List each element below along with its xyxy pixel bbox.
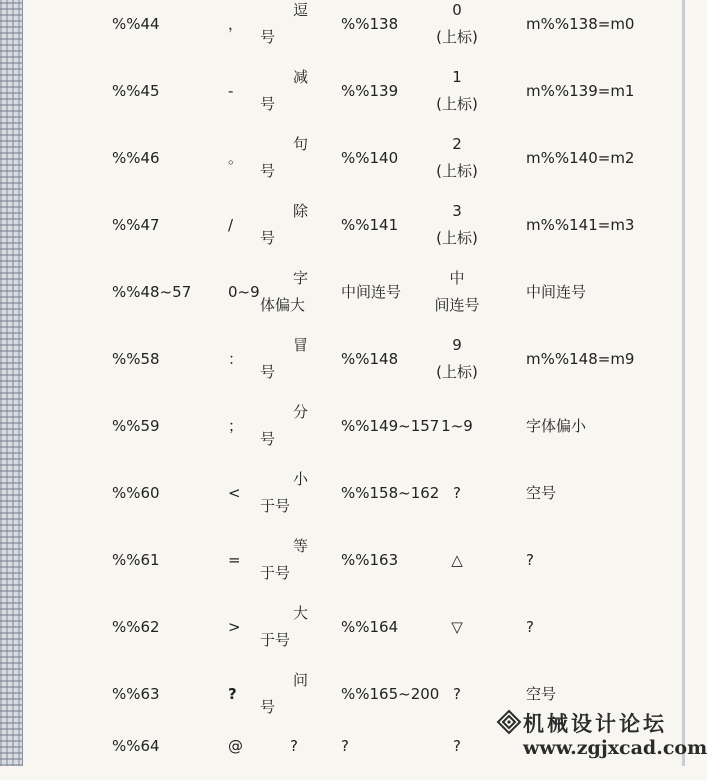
symbol2-cell [432, 131, 482, 185]
symbol2-cell [432, 480, 482, 507]
code-cell: %%45 [112, 82, 160, 100]
symbol2-line1: 2 [452, 135, 462, 153]
code2-cell: %%148 [341, 350, 399, 368]
note-cell: 中间连号 [526, 283, 587, 301]
symbol2-line1: 3 [452, 202, 462, 220]
triangle-up-symbol: △ [451, 551, 463, 569]
symbol-cell: 。 [228, 149, 244, 167]
symbol2-cell [432, 681, 482, 708]
description-line1: 句 [292, 135, 308, 153]
description-cell [260, 198, 308, 252]
symbol2-line1: ? [453, 685, 461, 703]
code2-cell: 中间连号 [341, 283, 402, 301]
symbol-code-table [22, 0, 682, 766]
description-line1: 冒 [292, 336, 308, 354]
code2-cell: %%139 [341, 82, 399, 100]
code2-cell: %%138 [341, 15, 399, 33]
description-cell [260, 533, 308, 587]
code-cell: %%58 [112, 350, 160, 368]
description-line1: 分 [292, 403, 308, 421]
note-cell: ? [526, 618, 534, 636]
symbol-cell: ； [228, 417, 244, 435]
symbol-cell: 0~9 [228, 283, 260, 301]
note-cell: m%%141=m3 [526, 216, 635, 234]
code2-cell: %%149~157 [341, 417, 440, 435]
description-line1: 等 [292, 537, 308, 555]
symbol2-line2: (上标) [436, 363, 478, 381]
symbol2-line2: (上标) [436, 28, 478, 46]
table-row [22, 594, 682, 661]
symbol2-line2: (上标) [436, 95, 478, 113]
symbol2-cell [432, 614, 482, 641]
description-line2: 体偏大 [260, 296, 306, 314]
symbol2-line2: (上标) [436, 162, 478, 180]
symbol2-cell [432, 413, 482, 440]
triangle-down-symbol: ▽ [451, 618, 463, 636]
code-cell: %%44 [112, 15, 160, 33]
description-line2: 号 [260, 430, 276, 448]
decorative-border-left [0, 0, 23, 766]
note-cell: m%%140=m2 [526, 149, 635, 167]
note-cell: 字体偏小 [526, 417, 587, 435]
description-line2: 于号 [260, 564, 291, 582]
symbol2-line1: ? [453, 737, 461, 755]
code2-cell: %%158~162 [341, 484, 440, 502]
symbol2-cell [432, 0, 482, 51]
symbol-cell: @ [228, 737, 243, 755]
symbol2-cell [432, 332, 482, 386]
symbol2-line2: (上标) [436, 229, 478, 247]
code2-cell: %%140 [341, 149, 399, 167]
description-cell [260, 265, 308, 319]
table-row [22, 125, 682, 192]
code-cell: %%63 [112, 685, 160, 703]
symbol2-cell [432, 265, 482, 319]
symbol2-line1: 中 [449, 269, 465, 287]
table-row [22, 259, 682, 326]
table-row [22, 460, 682, 527]
symbol2-cell [432, 733, 482, 760]
table-row [22, 192, 682, 259]
symbol2-cell [432, 547, 482, 574]
code-cell: %%61 [112, 551, 160, 569]
description-cell [260, 332, 308, 386]
diamond-logo-icon [497, 710, 521, 734]
code2-cell: %%163 [341, 551, 399, 569]
symbol2-line1: 0 [452, 1, 462, 19]
description-line1: 除 [292, 202, 308, 220]
description-line2: 号 [260, 363, 276, 381]
forum-watermark [495, 706, 707, 766]
description-line1: 减 [292, 68, 308, 86]
code-cell: %%60 [112, 484, 160, 502]
table-row [22, 326, 682, 393]
table-row [22, 58, 682, 125]
table-row [22, 393, 682, 460]
description-cell [260, 600, 308, 654]
note-cell: 空号 [526, 484, 557, 502]
symbol-cell: ： [228, 350, 244, 368]
description-cell [260, 399, 308, 453]
symbol-cell: ， [228, 15, 244, 33]
symbol-cell: - [228, 82, 234, 100]
code-cell: %%62 [112, 618, 160, 636]
symbol-cell: < [228, 484, 241, 502]
description-cell [260, 64, 308, 118]
description-cell [260, 0, 308, 51]
table-row [22, 0, 682, 58]
watermark-url: www.zgjxcad.com [523, 737, 707, 759]
description-cell [260, 466, 308, 520]
description-line2: 号 [260, 229, 276, 247]
code2-cell: %%164 [341, 618, 399, 636]
note-cell: 空号 [526, 685, 557, 703]
symbol-cell: = [228, 551, 241, 569]
watermark-forum-name: 机械设计论坛 [523, 711, 667, 736]
symbol2-cell [432, 64, 482, 118]
table-row [22, 527, 682, 594]
description-line1: 小 [292, 470, 308, 488]
note-cell: m%%138=m0 [526, 15, 635, 33]
description-cell [260, 131, 308, 185]
symbol2-line1: 9 [452, 336, 462, 354]
symbol2-line1: 1~9 [441, 417, 473, 435]
code-cell: %%47 [112, 216, 160, 234]
description-line2: 号 [260, 698, 276, 716]
description-line2: 于号 [260, 631, 291, 649]
code2-cell: %%165~200 [341, 685, 440, 703]
description-line1: 字 [292, 269, 308, 287]
symbol-cell: ? [228, 685, 237, 703]
symbol-cell: > [228, 618, 241, 636]
description-line1: 逗 [292, 1, 308, 19]
note-cell: ? [526, 551, 534, 569]
note-cell: m%%139=m1 [526, 82, 635, 100]
symbol2-cell [432, 198, 482, 252]
symbol-cell: / [228, 216, 234, 234]
code-cell: %%46 [112, 149, 160, 167]
description-line1: 问 [292, 671, 308, 689]
description-line1: 大 [292, 604, 308, 622]
code2-cell: ? [341, 737, 349, 755]
description-line2: 号 [260, 28, 276, 46]
symbol2-line2: 间连号 [434, 296, 480, 314]
decorative-border-right [682, 0, 685, 766]
code-cell: %%48~57 [112, 283, 192, 301]
symbol2-line1: ? [453, 484, 461, 502]
code-cell: %%64 [112, 737, 160, 755]
symbol2-line1: 1 [452, 68, 462, 86]
description-line2: 于号 [260, 497, 291, 515]
description-cell: ? [290, 737, 298, 755]
description-line2: 号 [260, 95, 276, 113]
code2-cell: %%141 [341, 216, 399, 234]
code-cell: %%59 [112, 417, 160, 435]
note-cell: m%%148=m9 [526, 350, 635, 368]
description-line2: 号 [260, 162, 276, 180]
